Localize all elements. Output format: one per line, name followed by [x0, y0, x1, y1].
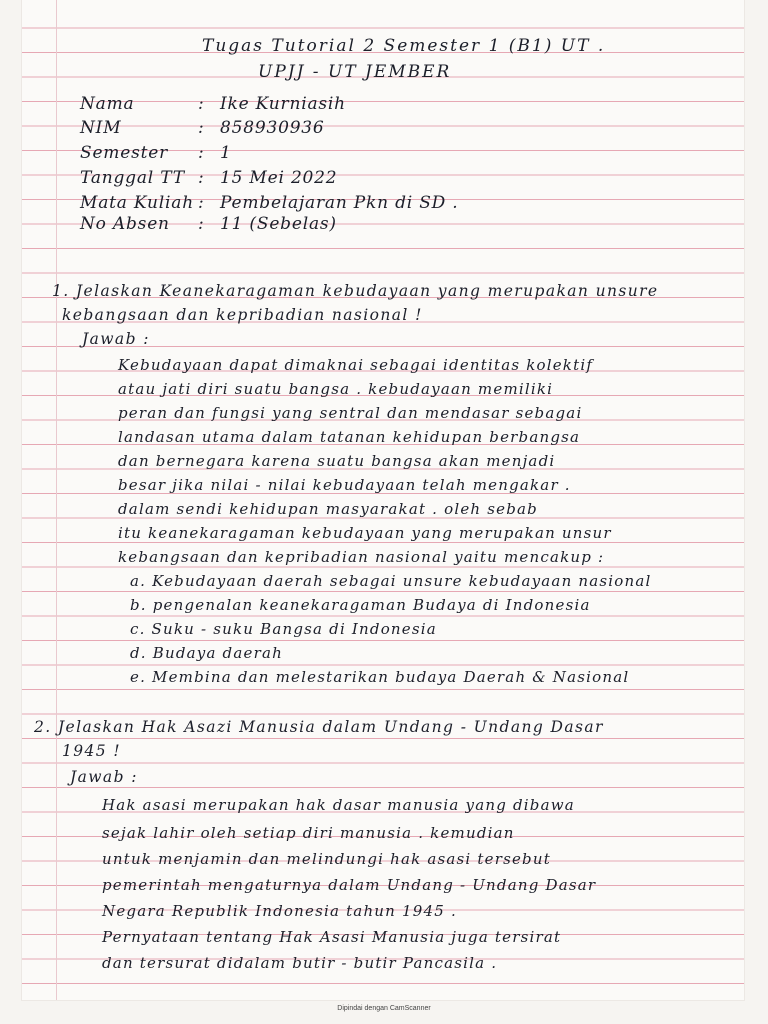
answer-1-line: landasan utama dalam tatanan kehidupan berbangsa	[118, 428, 581, 446]
field-value: 858930936	[220, 118, 325, 138]
answer-1-line: dalam sendi kehidupan masyarakat . oleh sebab	[118, 500, 538, 518]
answer-2-line: Pernyataan tentang Hak Asasi Manusia juga tersirat	[102, 928, 562, 946]
notebook-page	[22, 0, 744, 1000]
list-item: a. Kebudayaan daerah sebagai unsure kebudayaan nasional	[130, 572, 652, 590]
field-label: No Absen	[80, 214, 170, 234]
field-label: NIM	[80, 118, 122, 138]
page-margin-line	[56, 0, 57, 1000]
list-item: c. Suku - suku Bangsa di Indonesia	[130, 620, 437, 638]
field-nama: Nama : Ike Kurniasih	[80, 94, 346, 114]
answer-2-line: pemerintah mengaturnya dalam Undang - Undang Dasar	[102, 876, 597, 894]
scanner-watermark: Dipindai dengan CamScanner	[337, 1005, 431, 1012]
field-value: 11 (Sebelas)	[220, 214, 337, 234]
answer-2-line: untuk menjamin dan melindungi hak asasi tersebut	[102, 850, 551, 868]
list-item: b. pengenalan keanekaragaman Budaya di Indonesia	[130, 596, 591, 614]
title-line-1: Tugas Tutorial 2 Semester 1 (B1) UT .	[202, 36, 606, 56]
question-2-line-1: 2. Jelaskan Hak Asazi Manusia dalam Undang - Undang Dasar	[34, 718, 604, 736]
list-item: e. Membina dan melestarikan budaya Daerah & Nasional	[130, 668, 630, 686]
field-nim: NIM : 858930936	[80, 118, 325, 138]
answer-1-line: besar jika nilai - nilai kebudayaan telah mengakar .	[118, 476, 571, 494]
field-label: Nama	[80, 94, 135, 114]
answer-2-line: dan tersurat didalam butir - butir Pancasila .	[102, 954, 498, 972]
answer-2-line: Negara Republik Indonesia tahun 1945 .	[102, 902, 457, 920]
field-label: Mata Kuliah	[80, 193, 194, 213]
answer-2-line: Hak asasi merupakan hak dasar manusia yang dibawa	[102, 796, 575, 814]
answer-1-line: Kebudayaan dapat dimaknai sebagai identitas kolektif	[118, 356, 594, 374]
answer-1-line: kebangsaan dan kepribadian nasional yaitu mencakup :	[118, 548, 605, 566]
answer-2-line: sejak lahir oleh setiap diri manusia . kemudian	[102, 824, 515, 842]
answer-1-line: itu keanekaragaman kebudayaan yang merupakan unsur	[118, 524, 612, 542]
answer-1-line: peran dan fungsi yang sentral dan mendasar sebagai	[118, 404, 583, 422]
question-2-line-2: 1945 !	[62, 742, 122, 760]
field-label: Semester	[80, 143, 169, 163]
question-2-jawab: Jawab :	[70, 768, 138, 786]
field-semester: Semester : 1	[80, 143, 232, 163]
field-value: Pembelajaran Pkn di SD .	[220, 193, 459, 213]
answer-1-line: atau jati diri suatu bangsa . kebudayaan memiliki	[118, 380, 554, 398]
field-no-absen: No Absen : 11 (Sebelas)	[80, 214, 337, 234]
title-line-2: UPJJ - UT JEMBER	[258, 62, 452, 82]
question-1-line-2: kebangsaan dan kepribadian nasional !	[62, 306, 423, 324]
answer-1-line: dan bernegara karena suatu bangsa akan menjadi	[118, 452, 556, 470]
field-value: Ike Kurniasih	[220, 94, 346, 114]
field-label: Tanggal TT	[80, 168, 185, 188]
field-value: 1	[220, 143, 232, 163]
field-mata-kuliah: Mata Kuliah : Pembelajaran Pkn di SD .	[80, 193, 459, 213]
field-tanggal: Tanggal TT : 15 Mei 2022	[80, 168, 338, 188]
question-1-line-1: 1. Jelaskan Keanekaragaman kebudayaan yang merupakan unsure	[52, 282, 659, 300]
question-1-jawab: Jawab :	[82, 330, 150, 348]
field-value: 15 Mei 2022	[220, 168, 338, 188]
list-item: d. Budaya daerah	[130, 644, 283, 662]
